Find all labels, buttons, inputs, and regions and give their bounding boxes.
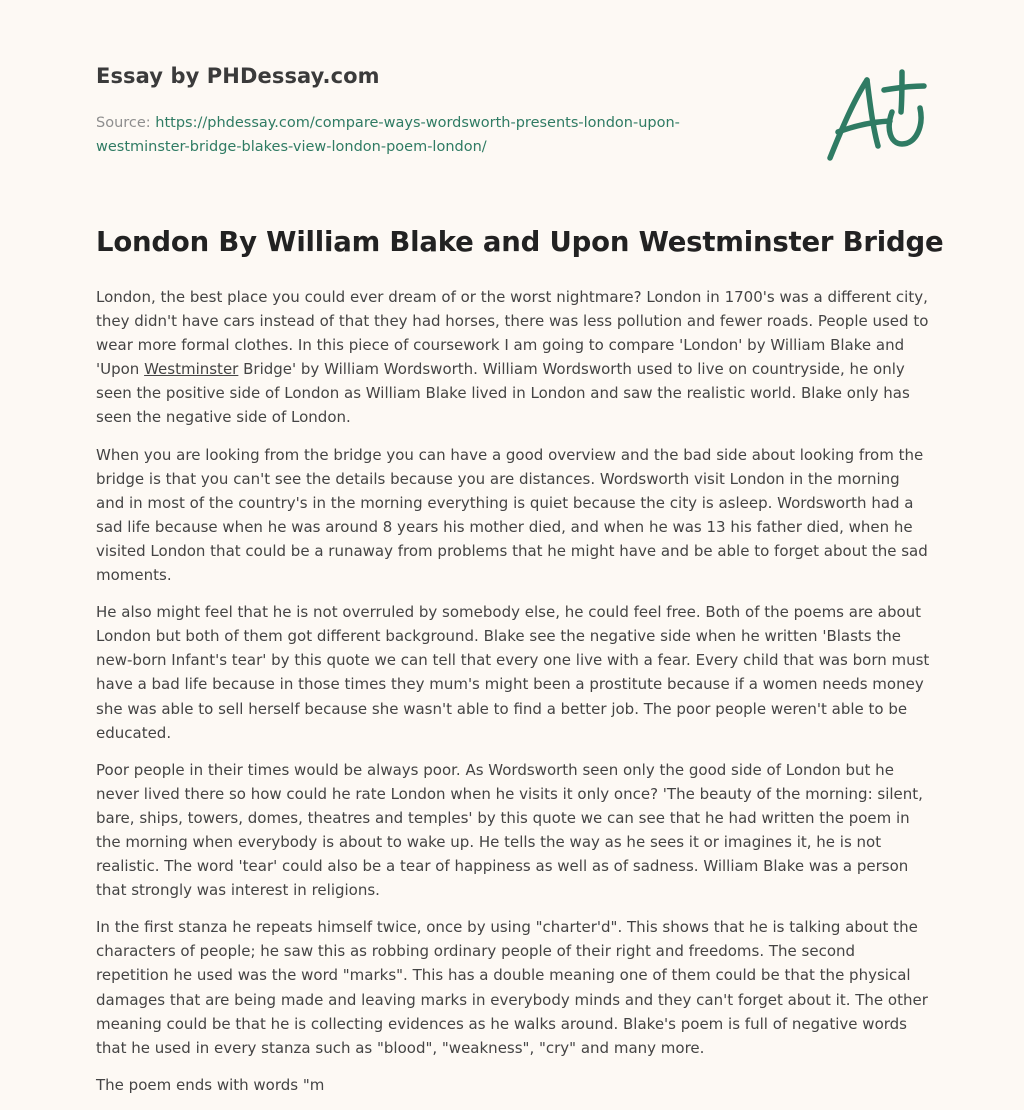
paragraph-1-end: Bridge' by William Wordsworth. William Wordsworth used to live on countryside, he only seen the positive side of London as William Blake lived in London and saw the realistic world. Blake only has seen the negative side of London. xyxy=(96,360,910,427)
paragraph-5: In the first stanza he repeats himself twice, once by using "charter'd". This shows that he is talking about the characters of people; he saw this as robbing ordinary people of their right and freedoms. The second repetition he used was the word "marks". This has a double meaning one of them could be that the physical damages that are being made and leaving marks in everybody minds and they can't forget about it. The other meaning could be that he is collecting evidences as he walks around. Blake's poem is full of negative words that he used in every stanza such as "blood", "weakness", "cry" and many more. xyxy=(96,918,928,1057)
a-plus-logo-icon xyxy=(820,66,930,164)
paragraph-1-start: London, the best place you could ever dream of or the worst nightmare? London in 1700's was a different city, they didn't have cars instead of that they had horses, there was less pollution and fewer roads. People used to wear more formal clothes. In this piece of coursework I am going to compare 'London' by William Blake and 'Upon xyxy=(96,288,929,379)
source-line xyxy=(96,111,736,159)
westminster-link[interactable]: Westminster xyxy=(144,360,239,379)
paragraph-4: Poor people in their times would be always poor. As Wordsworth seen only the good side of London but he never lived there so how could he rate London when he visits it only once? 'The beauty of the morning: silent, bare, ships, towers, domes, theatres and temples' by this quote we can see that he had written the poem in the morning when everybody is about to wake up. He tells the way as he sees it or imagines it, he is not realistic. The word 'tear' could also be a tear of happiness as well as of sadness. William Blake was a person that strongly was interest in religions. xyxy=(96,760,923,900)
paragraph-2: When you are looking from the bridge you can have a good overview and the bad side about looking from the bridge is that you can't see the details because you are distances. Wordsworth visit London in the morning and in most of the country's in the morning everything is quiet because the city is asleep. Wordsworth had a sad life because when he was around 8 years his mother died, and when he was 13 his father died, when he visited London that could be a runaway from problems that he might have and be able to forget about the sad moments. xyxy=(96,445,928,585)
site-brand: Essay by PHDessay.com xyxy=(96,64,380,88)
source-link[interactable]: https://phdessay.com/compare-ways-wordsworth-presents-london-upon-westminster-bridge-blakes-view-london-poem-london/ xyxy=(96,115,680,155)
essay-body xyxy=(96,285,932,1110)
source-label: Source: xyxy=(96,115,156,131)
paragraph-6: The poem ends with words "m xyxy=(96,1075,325,1094)
essay-title: London By William Blake and Upon Westminster Bridge xyxy=(96,226,944,258)
paragraph-1 xyxy=(96,285,932,430)
paragraph-3: He also might feel that he is not overruled by somebody else, he could feel free. Both of the poems are about London but both of them got different background. Blake see the negative side when he written 'Blasts the new-born Infant's tear' by this quote we can tell that every one live with a fear. Every child that was born must have a bad life because in those times they mum's might been a prostitute because if a women needs money she was able to sell herself because she wasn't able to find a better job. The poor people weren't able to be educated. xyxy=(96,603,930,742)
